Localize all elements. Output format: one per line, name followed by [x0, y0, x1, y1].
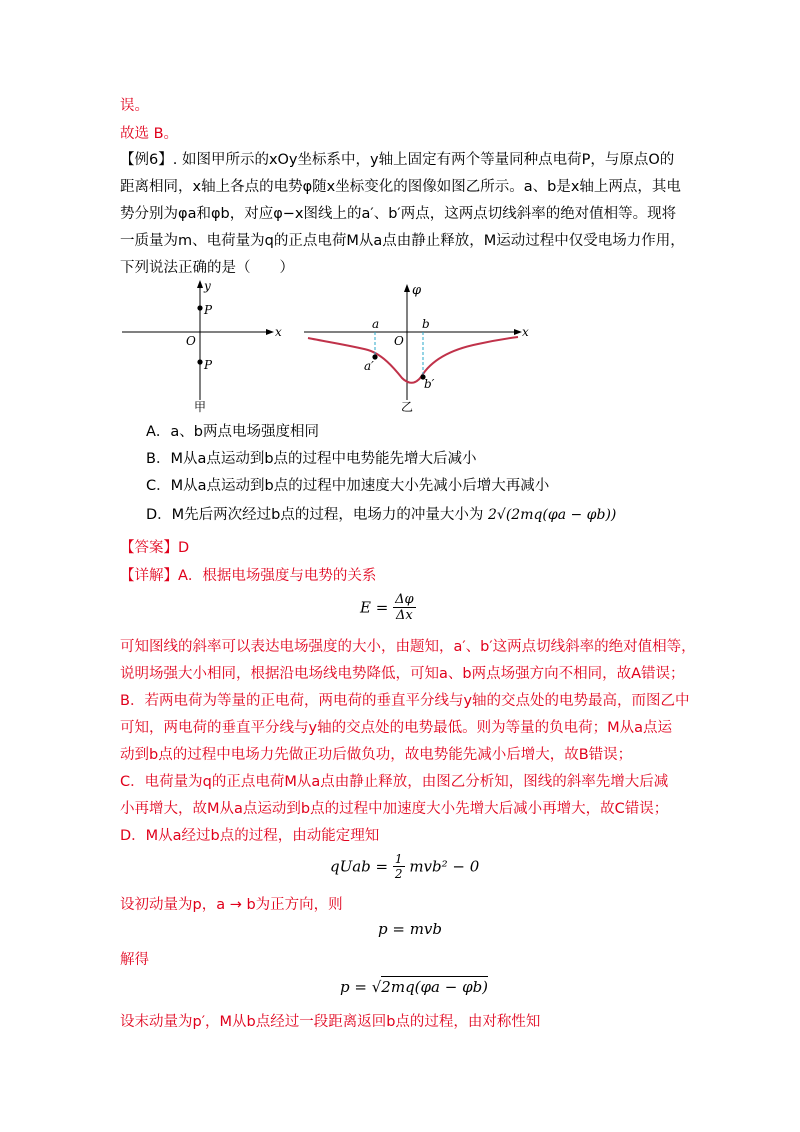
text-line: 误。	[120, 98, 149, 114]
axis-label-phi: φ	[412, 283, 422, 298]
option-c: C．M从a点运动到b点的过程中加速度大小先减小后增大再减小	[146, 478, 550, 494]
eq-numerator: 1	[394, 852, 403, 866]
figure	[118, 278, 538, 418]
equation-1	[360, 592, 416, 623]
option-d-formula: 2√(2mq(φa − φb))	[488, 507, 617, 523]
label-b: b	[422, 317, 430, 331]
option-d	[146, 505, 616, 525]
explain-line: 设末动量为p′，M从b点经过一段距离返回b点的过程，由对称性知	[120, 1014, 541, 1030]
origin-label: O	[394, 334, 404, 348]
explain-line: C．电荷量为q的正点电荷M从a点由静止释放，由图乙分析知，图线的斜率先增大后减	[120, 774, 669, 790]
charge-dot	[197, 359, 202, 364]
option-b: B．M从a点运动到b点的过程中电势能先增大后减小	[146, 451, 477, 467]
question-line: 下列说法正确的是（ ）	[120, 260, 294, 276]
explain-line: 小再增大，故M从a点运动到b点的过程中加速度大小先增大后减小再增大，故C错误；	[120, 801, 669, 817]
charge-label: P	[204, 358, 213, 372]
explain-line: 可知，两电荷的垂直平分线与y轴的交点处的电势最低。则为等量的负电荷；M从a点运	[120, 720, 672, 736]
charge-label: P	[204, 303, 213, 317]
equation-3: p = mvb	[378, 920, 443, 938]
eq-right: mvb² − 0	[409, 857, 480, 876]
figure-jia	[122, 279, 282, 414]
answer: 【答案】D	[120, 540, 190, 556]
axis-label-y: y	[204, 279, 211, 293]
equation-4: p = √2mq(φa − φb)	[340, 978, 489, 996]
eq-numerator: Δφ	[395, 592, 414, 607]
explain-line: 可知图线的斜率可以表达电场强度的大小，由题知，a′、b′这两点切线斜率的绝对值相等，	[120, 639, 696, 655]
origin-label: O	[186, 334, 196, 348]
explain-line: D．M从a经过b点的过程，由动能定理知	[120, 828, 380, 844]
option-d-text: D．M先后两次经过b点的过程，电场力的冲量大小为	[146, 507, 484, 523]
axis-label-x: x	[522, 325, 529, 339]
explain-line: 说明场强大小相同，根据沿电场线电势降低，可知a、b两点场强方向不相同，故A错误；	[120, 666, 685, 682]
equation-2	[330, 852, 479, 881]
caption: 甲	[194, 400, 207, 414]
eq-left: qUab =	[330, 857, 389, 876]
label-a-prime: a′	[364, 359, 374, 373]
question-line: 一质量为m、电荷量为q的正点电荷M从a点由静止释放，M运动过程中仅受电场力作用，	[120, 233, 685, 249]
text-line: 故选 B。	[120, 126, 179, 142]
explain-line: 【详解】A．根据电场强度与电势的关系	[120, 568, 377, 584]
explain-line: 动到b点的过程中电场力先做正功后做负功，故电势能先减小后增大，故B错误；	[120, 747, 633, 763]
eq-denominator: Δx	[395, 608, 413, 623]
label-a: a	[372, 317, 380, 331]
eq-radicand: 2mq(φa − φb)	[381, 978, 489, 996]
charge-dot	[197, 305, 202, 310]
explain-line: 解得	[120, 952, 149, 968]
eq-left: p =	[340, 978, 367, 996]
question-line: 距离相同，x轴上各点的电势φ随x坐标变化的图像如图乙所示。a、b是x轴上两点，其电	[120, 179, 681, 195]
axis-label-x: x	[275, 325, 282, 339]
eq-left: E =	[360, 598, 389, 617]
question-line: 【例6】. 如图甲所示的xOy坐标系中，y轴上固定有两个等量同种点电荷P，与原点O的	[120, 152, 675, 168]
explain-line: B．若两电荷为等量的正电荷，两电荷的垂直平分线与y轴的交点处的电势最高，而图乙中	[120, 693, 690, 709]
figure-yi	[304, 283, 529, 414]
explain-line: 设初动量为p，a → b为正方向，则	[120, 897, 343, 913]
option-a: A．a、b两点电场强度相同	[146, 424, 320, 440]
question-line: 势分别为φa和φb，对应φ−x图线上的a′、b′两点，这两点切线斜率的绝对值相等。现将	[120, 206, 677, 222]
label-b-prime: b′	[424, 377, 435, 391]
potential-curve	[308, 337, 518, 383]
caption: 乙	[401, 400, 414, 414]
eq-denominator: 2	[394, 867, 403, 881]
